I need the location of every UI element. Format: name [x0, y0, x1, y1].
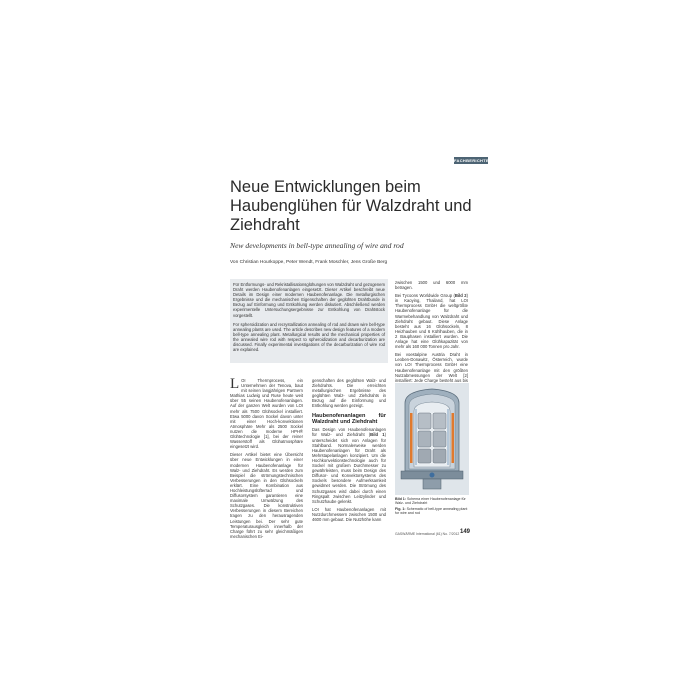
- intro-paragraph: [230, 378, 303, 449]
- body-column-3: [395, 280, 469, 383]
- figure-reference: Bild 2: [454, 293, 467, 299]
- furnace-figure: [395, 383, 469, 495]
- drop-cap: L: [230, 376, 240, 392]
- article-subtitle: New developments in bell-type annealing of wire and rod: [230, 241, 404, 250]
- body-paragraph: zwischen 1500 und 6000 mm betragen.: [395, 280, 468, 291]
- figure-reference: Bild 1: [370, 432, 385, 438]
- intro-text: OI Thermprocess, ein Unternehmen der Tenova, baut mit seinen langjährigen Partnern Mathias Ludwig und Ruse heute weit über 55 seinen Haubenofenanlagen. Auf der ganzen Welt wurden von LOI mehr als 7500 Glühsockel installiert. Etwa 5000 davon Sockel davon unter mit einer Hoch-konvektionen Atmosphäre Mehr als 2500 Sockel nutzen die moderne HPH® Glühtechnologie [1], bei der reiner Wasserstoff als Glühatmosphäre eingesetzt wird.: [230, 378, 303, 450]
- fan-motor: [423, 479, 441, 489]
- article-title: Neue Entwicklungen beim Haubenglühen für Walzdraht und Ziehdraht: [230, 178, 472, 234]
- body-column-1: [230, 378, 303, 548]
- journal-footer: GASWÄRME International (61) No. 7/2012: [395, 532, 460, 536]
- section-badge: FACHBERICHTE: [454, 158, 489, 163]
- fan-icon: [430, 473, 435, 478]
- abstract-german: Für Entformungs- und Rekristallisationsglühungen von Walzdraht und gezogenem Draht werden Haubenofenanlagen eingesetzt. Dieser Artikel beschreibt neue Details im Design einer modernen Haubenofenanlage. Die metallurgischen Ergebnisse und die mechanischen Eigenschaften der geglühten Drahtbunde in Bezug auf Einformung und Entkohlung werden diskutiert. Abschließend werden experimentelle Untersuchungsergebnisse zur Entkohlung von Drahtstock vorgestellt.: [233, 282, 385, 318]
- abstract-box: [230, 279, 388, 363]
- abstract-english: For spheroidization and recrystallization annealing of rod and drawn wire bell-type annealing plants are used. The article describes new design features of a modern bell-type annealing plant. Metallurgical results and the mechanical properties of the annealed wire rod with respect to spheroidization and decarburization are discussed. Finally experimental investigations of the decarburization of wire rod are explained.: [233, 321, 385, 353]
- body-paragraph: Dieser Artikel bietet eine Übersicht über neue Entwicklungen in einer modernen Haubenofenanlage für Walz- und Ziehdraht. Es werden zum Beispiel die strömungstechnischen Verbesserungen in den Glühsockeln erklärt. Eine Kombination aus Hochleistungslüfterrad und Diffusorsystem garantieren eine maximale Umwälzung des Schutzgases. Die konstruktiven Verbesserungen in diesem Bereichen tragen zu den herausragenden Leistungen bei. Der sehr gute Temperaturausgleich innerhalb der Charge führt zu sehr gleichmäßigen mechanischen Ei-: [230, 452, 303, 539]
- figure-caption: [395, 497, 469, 517]
- body-paragraph: Bei voestalpine Austria Draht in Leoben-Donawitz, Österreich, wurde von LOI Thermprocess GmbH eine Haubenofenanlage mit den größten Nutzabmessungen der Welt [2] installiert: Jede Charge besteht aus bis: [395, 352, 468, 383]
- body-paragraph: Bei Tycoons Worldwide Group (Bild 2) in Kaoying, Thailand, hat LOI Thermprocess GmbH die weltgrößte Haubenofenanlage für die Warmebehandlung von Walzdraht und Ziehdraht gebaut. Diese Anlage besteht aus 16 Glühsockeln, 8 Heizhauben und 6 Kühlhauben, die in 2 Bauphasen installiert wurden. Die Anlage hat eine Glühkapazität von mehr als 160 000 Tonnen pro Jahr.: [395, 293, 469, 350]
- body-column-2: [312, 378, 386, 556]
- caption-english: Fig. 1: Schematic of bell-type annealing plant for wire and rod: [395, 506, 468, 516]
- body-paragraph: genschaften des geglühten Walz- und Ziehdrahts. Die erreichten metallurgischen Ergebnisse des geglühten Walz- und Ziehdrahts in Bezug auf die Einformung und Entkohlung werden gezeigt.: [312, 378, 386, 409]
- article-authors: Von Christian Hourkoppe, Peter Wendt, Frank Moschler, Jens Große Berg: [230, 260, 388, 265]
- caption-german: Bild 1: Schema einer Haubenofenanlage für Walz- und Ziehdraht: [395, 497, 466, 506]
- body-paragraph: LOI hat Haubenofenanlagen mit Nutzdurchmessern zwischen 1500 und 4600 mm gebaut. Die Nutzhöhe kann: [312, 506, 386, 522]
- section-heading: Haubenofenanlagen für Walzdraht und Ziehdraht: [312, 412, 386, 425]
- bell-furnace-illustration: [395, 383, 469, 495]
- page-number: 149: [460, 529, 471, 535]
- body-paragraph: Das Design von Haubenofenanlagen für Walz- und Ziehdraht (Bild 1) unterscheidet sich von Anlagen für Stahlband. Normalerweise werden Haubenofenanlagen für Draht als Mehrstapelanlagen konzipiert. Um die Hochkonvektionstechnologie auch für Sockel mit großem Durchmesser zu gewährleisten, muss beim Design des Diffusor- und Konvektorsystems des Sockels besondere Aufmerksamkeit gewidmet werden. Die Strömung des Schutzgases wird dabei durch einen Ringspalt zwischen Leitzylinder und Schutzhaube gelenkt.: [312, 427, 386, 504]
